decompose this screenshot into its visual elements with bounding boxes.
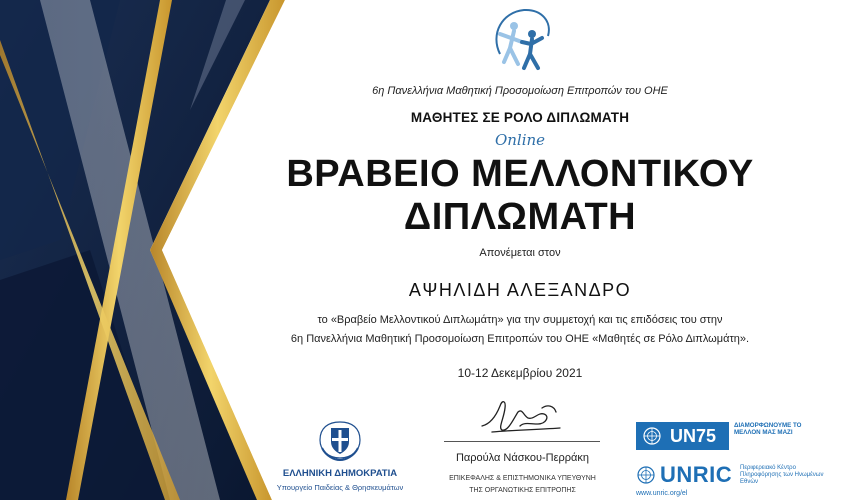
unric-url: www.unric.org/el bbox=[636, 490, 688, 497]
un75-tagline: ΔΙΑΜΟΡΦΩΝΟΥΜΕ ΤΟ ΜΕΛΛΟΝ ΜΑΣ ΜΑΖΙ bbox=[734, 422, 802, 436]
dancers-logo-icon bbox=[486, 4, 558, 78]
unric-logo bbox=[636, 462, 736, 490]
republic-name: ΕΛΛΗΝΙΚΗ ΔΗΜΟΚΡΑΤΙΑ bbox=[282, 468, 398, 479]
un75-logo bbox=[636, 422, 729, 450]
un75-text: UN75 bbox=[670, 426, 717, 446]
un-globe-icon bbox=[636, 465, 656, 485]
description-line1: το «Βραβείο Μελλοντικού Διπλωμάτη» για την συμμετοχή και τις επιδόσεις του στην bbox=[317, 314, 723, 326]
ministry-name: Υπουργείο Παιδείας & Θρησκευμάτων bbox=[276, 483, 404, 492]
award-title-line1: ΒΡΑΒΕΙΟ ΜΕΛΛΟΝΤΙΚΟΥ bbox=[286, 153, 754, 195]
unric-text: UNRIC bbox=[660, 462, 733, 487]
un-globe-icon bbox=[642, 426, 662, 446]
signatory-role-line1: ΕΠΙΚΕΦΑΛΗΣ & ΕΠΙΣΤΗΜΟΝΙΚΑ ΥΠΕΥΘΥΝΗ bbox=[449, 475, 596, 482]
signature-line bbox=[444, 441, 600, 442]
greek-coat-of-arms-icon bbox=[316, 418, 364, 462]
mode-label: Online bbox=[494, 131, 546, 149]
signatory-name: Παρούλα Νάσκου-Περράκη bbox=[455, 452, 590, 464]
event-subtitle: 6η Πανελλήνια Μαθητική Προσομοίωση Επιτροπών του ΟΗΕ bbox=[372, 85, 668, 97]
awarded-to-label: Απονέμεται στον bbox=[479, 247, 561, 259]
handwritten-signature bbox=[472, 394, 572, 440]
signatory-role-line2: ΤΗΣ ΟΡΓΑΝΩΤΙΚΗΣ ΕΠΙΤΡΟΠΗΣ bbox=[469, 487, 576, 494]
description-line2: 6η Πανελλήνια Μαθητική Προσομοίωση Επιτροπών του ΟΗΕ «Μαθητές σε Ρόλο Διπλωμάτη». bbox=[290, 333, 750, 345]
award-title-line2: ΔΙΠΛΩΜΑΤΗ bbox=[403, 196, 637, 238]
recipient-name: ΑΨΗΛΙΔΗ ΑΛΕΞΑΝΔΡΟ bbox=[408, 280, 632, 300]
unric-tagline: Περιφερειακό Κέντρο Πληροφόρησης των Ηνωμένων Εθνών bbox=[740, 465, 824, 485]
program-title: ΜΑΘΗΤΕΣ ΣΕ ΡΟΛΟ ΔΙΠΛΩΜΑΤΗ bbox=[410, 110, 630, 125]
event-date: 10-12 Δεκεμβρίου 2021 bbox=[457, 366, 583, 380]
